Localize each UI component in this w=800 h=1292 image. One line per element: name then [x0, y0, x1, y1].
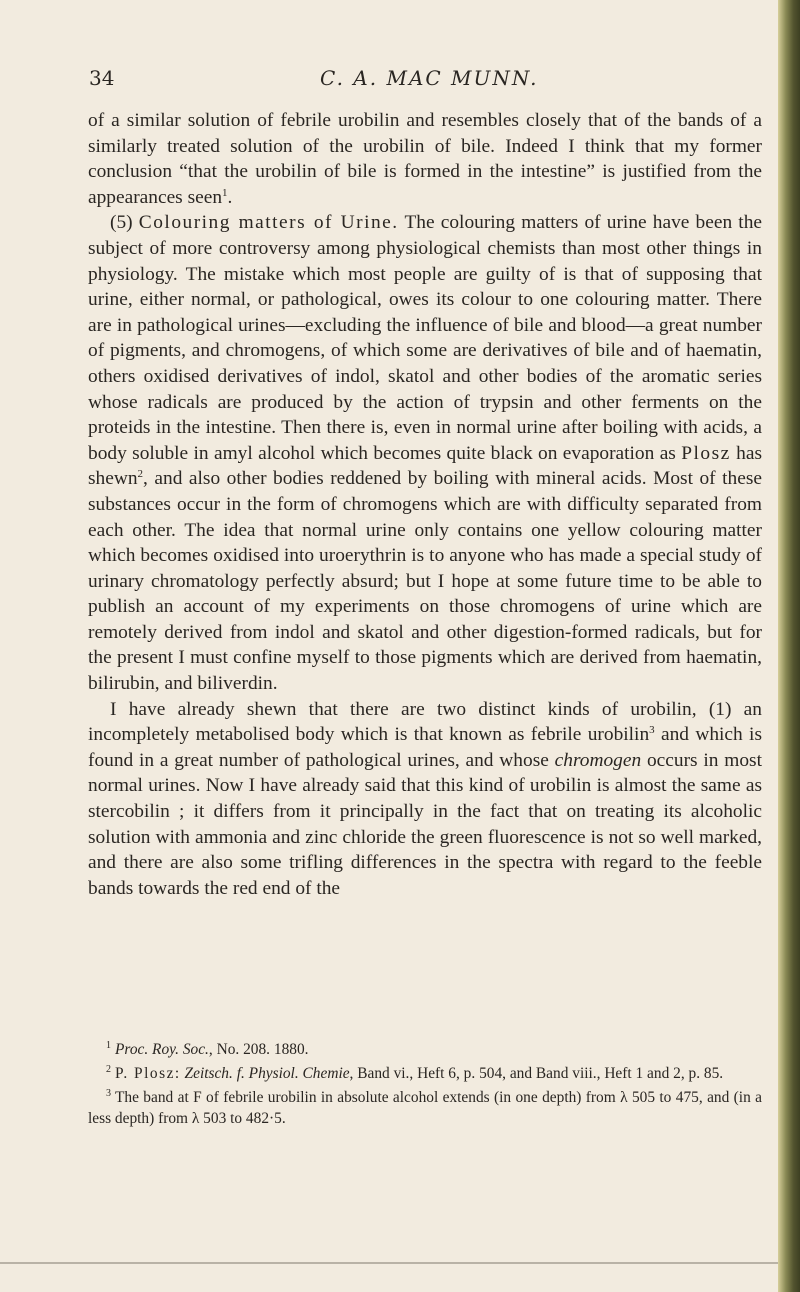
emphasis: chromogen [554, 749, 642, 771]
page-edge-shadow [778, 0, 800, 1292]
body-text [88, 108, 762, 901]
footnote: $^2$ P. Plosz: Zeitsch. f. Physiol. Chemie, Band vi., Heft 6, p. 504, and Band viii., Heft 1 and 2, p. 85. [106, 1064, 724, 1083]
page-number: 34 [89, 66, 115, 90]
footnote-ref[interactable]: 2 [137, 468, 144, 481]
footnote-ref[interactable]: 1 [222, 186, 228, 199]
footnote: $^3$ The band at F of febrile urobilin in absolute alcohol extends (in one depth) from λ 505 to 475, and (in a less depth) from λ 503 to 482·5. [88, 1088, 762, 1127]
footnote-ref[interactable]: 3 [649, 724, 655, 737]
scan-bottom-edge [0, 1262, 778, 1264]
footnotes [88, 1036, 762, 1129]
paragraph: I have already shewn that there are two distinct kinds of urobilin, (1) an incompletely metabolised body which is that known as febrile urobilin$^3$ and which is found in a great number of pathological urines, and whose chromogen occurs in most normal urines. Now I have already said that this kind of urobilin is almost the same as stercobilin ; it differs from it principally in the fact that on treating its alcoholic solution with ammonia and zinc chloride the green fluorescence is not so well marked, and there are also some trifling differences in the spectra with regard to the feeble bands towards the red end of the [88, 698, 762, 899]
section-heading: Colouring matters of Urine. [138, 212, 399, 234]
running-head: C. A. MAC MUNN. [320, 66, 539, 90]
footnote: $^1$ Proc. Roy. Soc., No. 208. 1880. [106, 1040, 309, 1058]
author-name: Plosz [681, 442, 731, 464]
paragraph: of a similar solution of febrile urobilin and resembles closely that of the bands of a similarly treated solution of the urobilin of bile. Indeed I think that my former conclusion “that the urobilin of bile is formed in the intestine” is justified from the appearances seen$^1$. [88, 110, 762, 208]
paragraph: (5) Colouring matters of Urine. The colouring matters of urine have been the subject of more controversy among physiological chemists than most other things in physiology. The mistake which most people are guilty of is that of supposing that urine, either normal, or pathological, owes its colour to one colouring matter. There are in pathological urines—excluding the influence of bile and blood—a great number of pigments, and chromogens, of which some are derivatives of bile and of haematin, others oxidised derivatives of indol, skatol and other bodies of the aromatic series whose radicals are produced by the action of trypsin and other ferments on the proteids in the intestine. Then there is, even in normal urine after boiling with acids, a body soluble in amyl alcohol which becomes quite black on evaporation as Plosz has shewn$^2$, and also other bodies reddened by boiling with mineral acids. Most of these substances occur in the form of chromogens which are with difficulty separated from each other. The idea that normal urine only contains one yellow colouring matter which becomes oxidised into uroerythrin is to anyone who has made a special study of urinary chromatology perfectly absurd; but I hope at some future time to be able to publish an account of my experiments on those chromogens of urine which are remotely derived from indol and skatol and other digestion-formed radicals, but for the present I must confine myself to those pigments which are derived from haematin, bilirubin, and biliverdin. [88, 212, 762, 695]
